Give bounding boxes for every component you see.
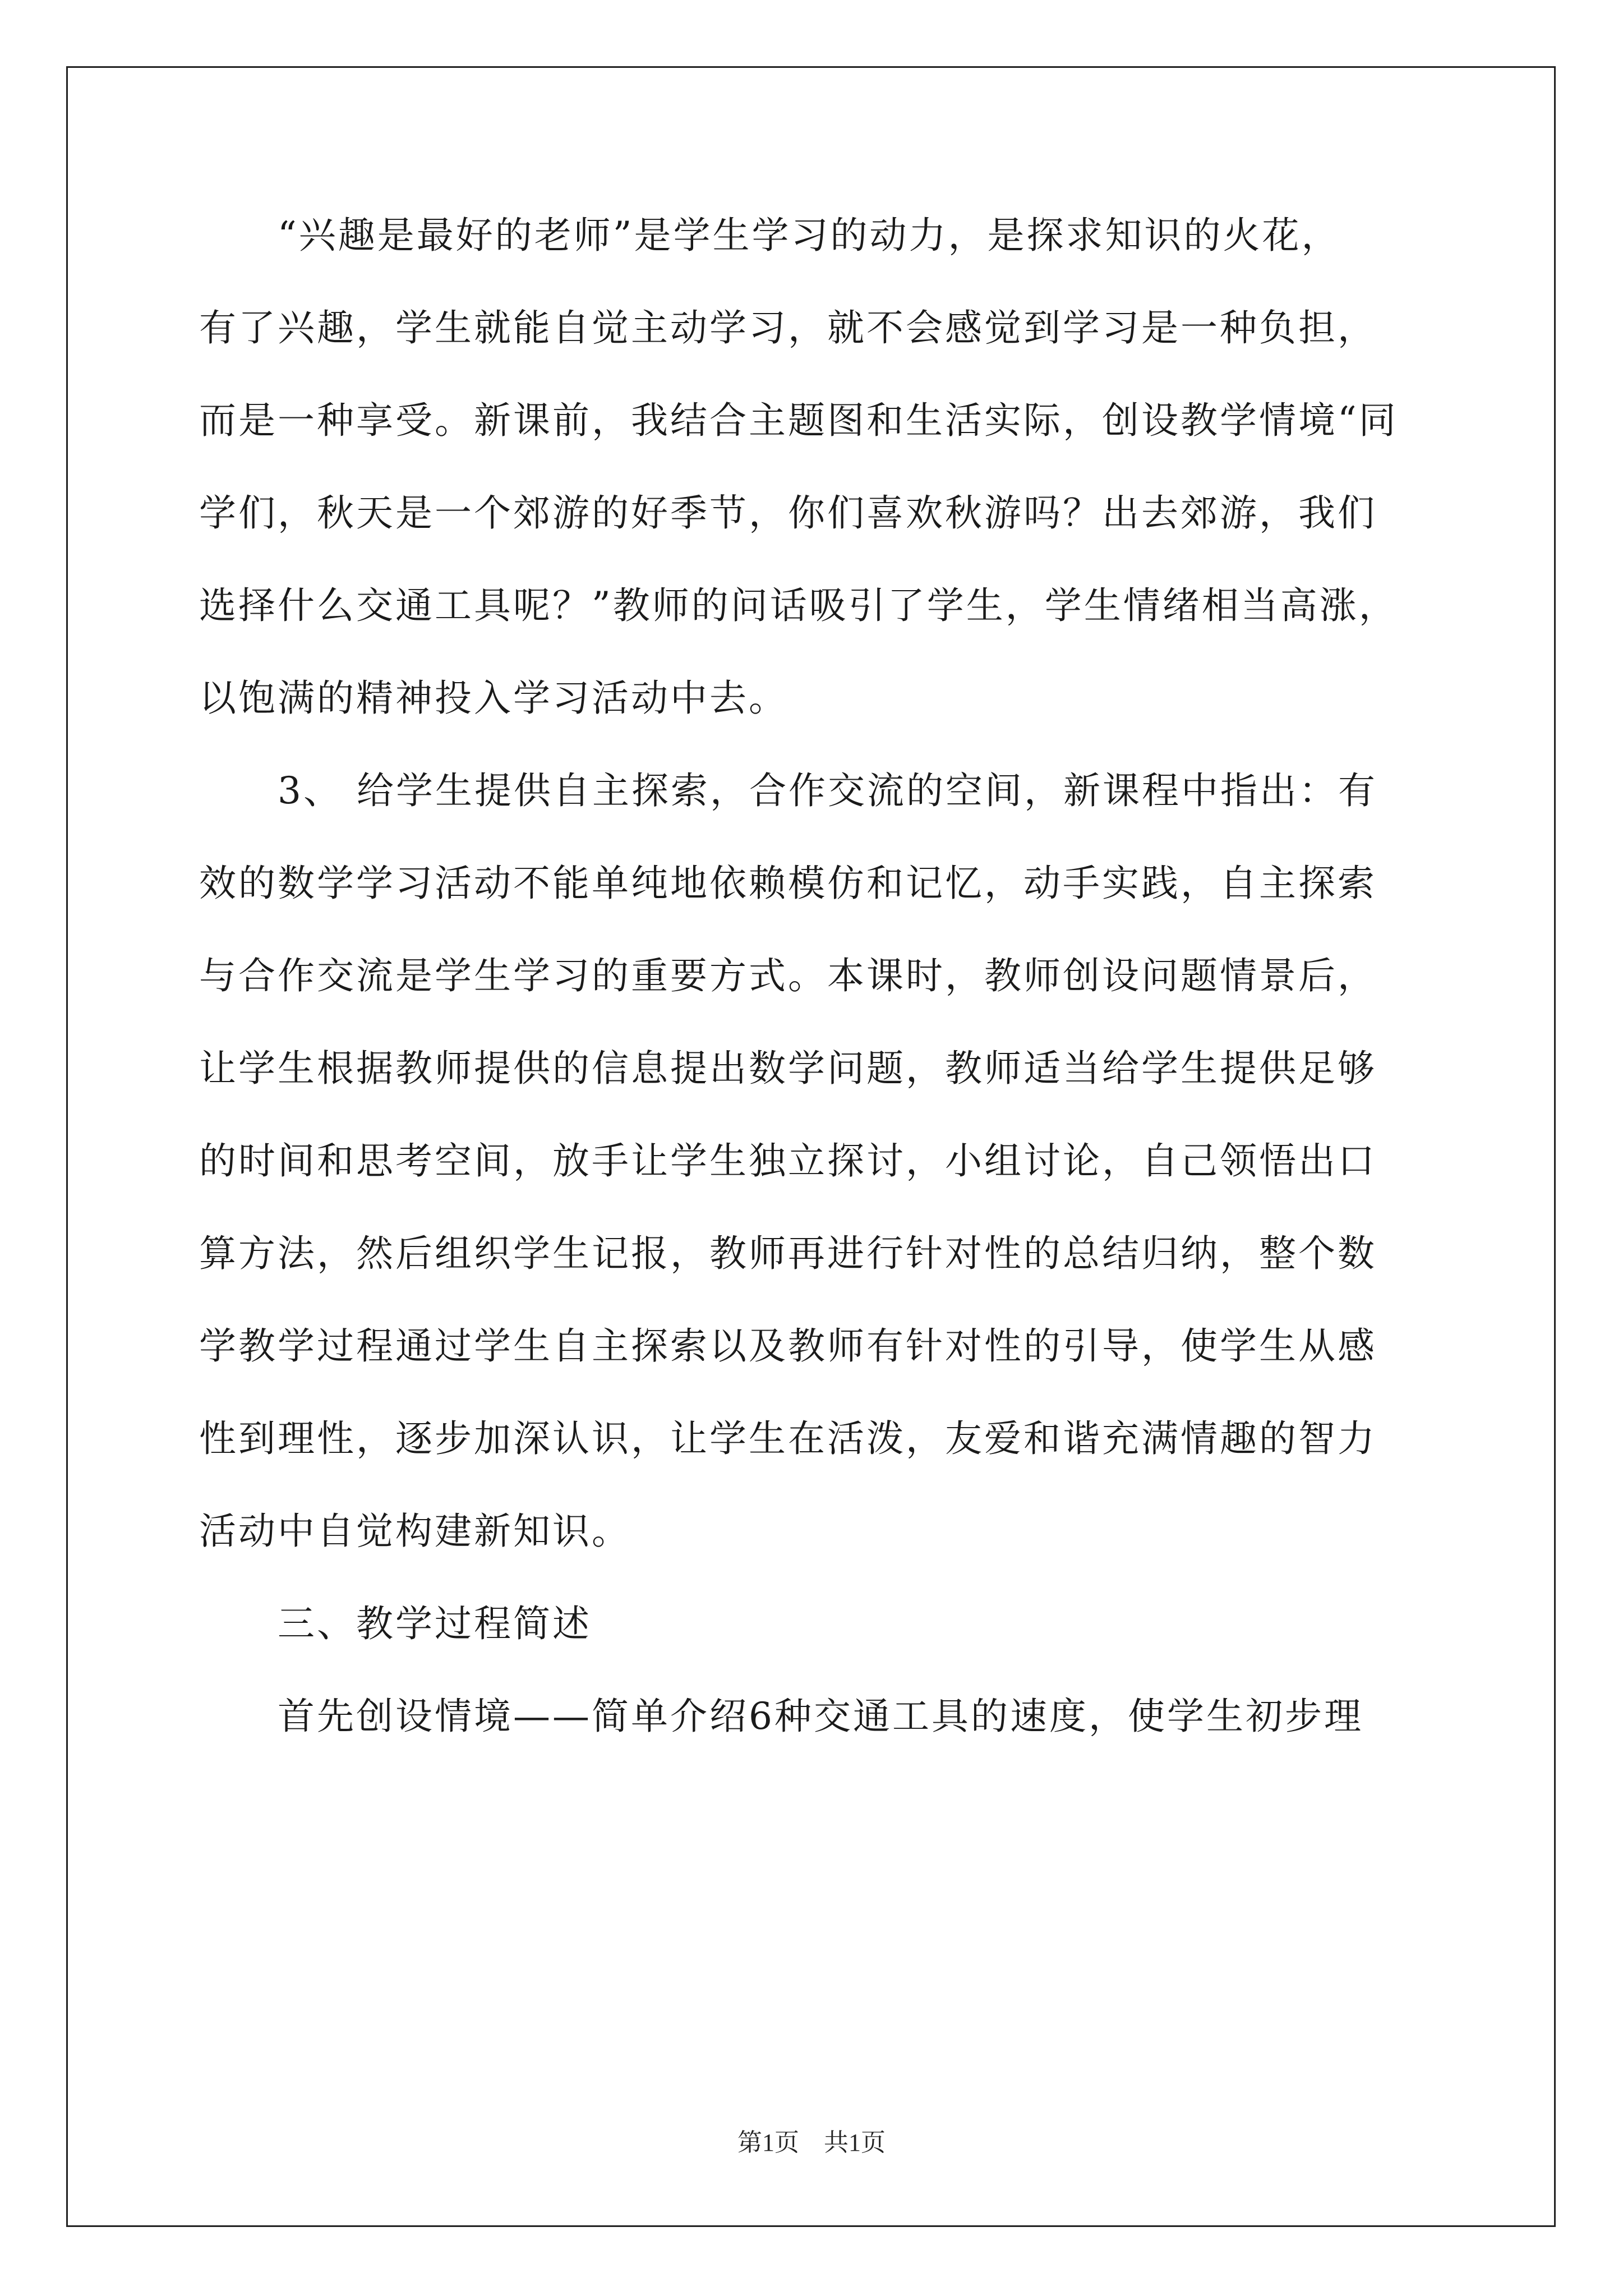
- text-line: “兴趣是最好的老师”是学生学习的动力，是探求知识的火花，: [278, 214, 1341, 257]
- text-line: 效的数学学习活动不能单纯地依赖模仿和记忆，动手实践，自主探索: [199, 862, 1377, 905]
- text-line: 与合作交流是学生学习的重要方式。本课时，教师创设问题情景后，: [199, 954, 1377, 997]
- text-line: 首先创设情境——简单介绍6种交通工具的速度，使学生初步理: [278, 1695, 1363, 1738]
- text-line: 学教学过程通过学生自主探索以及教师有针对性的引导，使学生从感: [199, 1324, 1377, 1368]
- text-line: 以饱满的精神投入学习活动中去。: [199, 677, 788, 720]
- text-line: 而是一种享受。新课前，我结合主题图和生活实际，创设教学情境“同: [199, 399, 1398, 442]
- section-heading: 三、教学过程简述: [278, 1602, 592, 1645]
- text-line: 算方法，然后组织学生记报，教师再进行针对性的总结归纳，整个数: [199, 1232, 1377, 1275]
- text-line: 性到理性，逐步加深认识，让学生在活泼，友爱和谐充满情趣的智力: [199, 1417, 1377, 1460]
- text-line: 活动中自觉构建新知识。: [199, 1510, 631, 1553]
- text-line: 有了兴趣，学生就能自觉主动学习，就不会感觉到学习是一种负担，: [199, 306, 1377, 349]
- text-line: 学们，秋天是一个郊游的好季节，你们喜欢秋游吗？出去郊游，我们: [199, 491, 1377, 535]
- text-line: 选择什么交通工具呢？”教师的问话吸引了学生，学生情绪相当高涨，: [199, 584, 1398, 627]
- page-footer: 第1页 共1页: [737, 2129, 886, 2156]
- text-line: 让学生根据教师提供的信息提出数学问题，教师适当给学生提供足够: [199, 1047, 1377, 1090]
- text-line: 3、 给学生提供自主探索，合作交流的空间，新课程中指出：有: [278, 769, 1377, 812]
- text-line: 的时间和思考空间，放手让学生独立探讨，小组讨论，自己领悟出口: [199, 1139, 1377, 1182]
